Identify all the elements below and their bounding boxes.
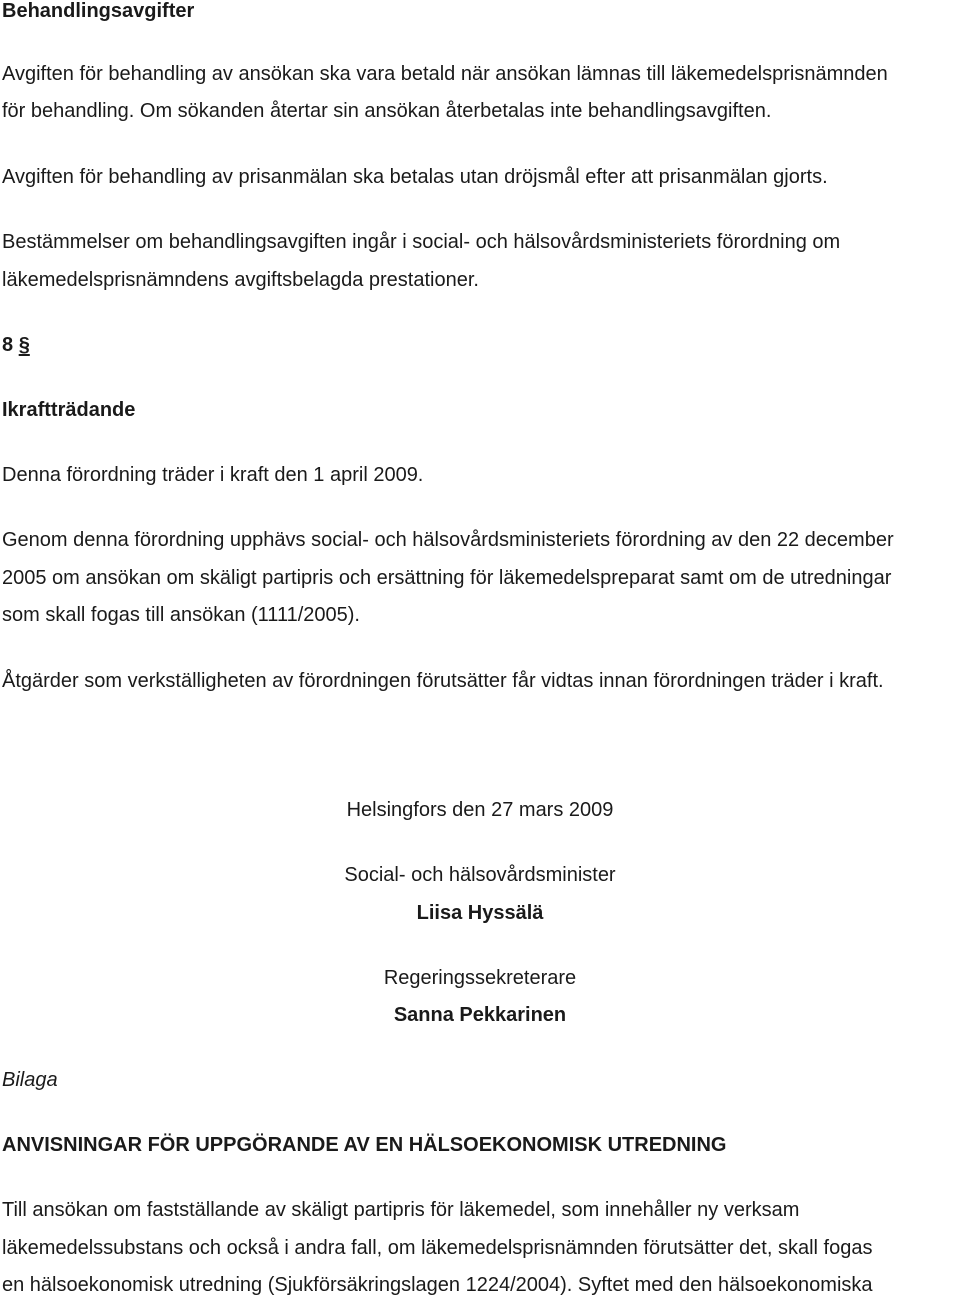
fees-paragraph-1-line-2: för behandling. Om sökanden återtar sin ansökan återbetalas inte behandlingsavgiften. <box>2 100 772 122</box>
appendix-paragraph-line-2: läkemedelssubstans och också i andra fall, om läkemedelsprisnämnden förutsätter det, skall fogas <box>2 1237 873 1259</box>
fees-paragraph-3-line-2: läkemedelsprisnämndens avgiftsbelagda prestationer. <box>2 269 479 291</box>
entry-paragraph-2-line-3: som skall fogas till ansökan (1111/2005). <box>2 604 360 626</box>
section-number: 8 <box>2 334 14 356</box>
section-sign: § <box>18 334 30 356</box>
minister-name: Liisa Hyssälä <box>416 902 544 924</box>
fees-paragraph-3-line-1: Bestämmelser om behandlingsavgiften ingår i social- och hälsovårdsministeriets förordning om <box>2 231 841 253</box>
signature-place-date: Helsingfors den 27 mars 2009 <box>346 799 614 821</box>
appendix-heading: ANVISNINGAR FÖR UPPGÖRANDE AV EN HÄLSOEKONOMISK UTREDNING <box>2 1134 727 1156</box>
appendix-label: Bilaga <box>2 1069 58 1091</box>
fees-paragraph-1-line-1: Avgiften för behandling av ansökan ska vara betald när ansökan lämnas till läkemedelsprisnämnden <box>2 63 888 85</box>
heading-fees: Behandlingsavgifter <box>2 0 195 22</box>
appendix-paragraph-line-1: Till ansökan om fastställande av skäligt partipris för läkemedel, som innehåller ny verksam <box>2 1199 800 1221</box>
entry-paragraph-1: Denna förordning träder i kraft den 1 april 2009. <box>2 464 424 486</box>
secretary-title: Regeringssekreterare <box>383 967 577 989</box>
fees-paragraph-2: Avgiften för behandling av prisanmälan ska betalas utan dröjsmål efter att prisanmälan gjorts. <box>2 166 828 188</box>
entry-paragraph-2-line-2: 2005 om ansökan om skäligt partipris och ersättning för läkemedelspreparat samt om de utredningar <box>2 567 892 589</box>
entry-paragraph-2-line-1: Genom denna förordning upphävs social- och hälsovårdsministeriets förordning av den 22 december <box>2 529 894 551</box>
heading-entry-into-force: Ikraftträdande <box>2 399 136 421</box>
secretary-name: Sanna Pekkarinen <box>393 1004 567 1026</box>
entry-paragraph-3: Åtgärder som verkställigheten av förordningen förutsätter får vidtas innan förordningen träder i kraft. <box>2 670 884 692</box>
minister-title: Social- och hälsovårdsminister <box>344 864 616 886</box>
appendix-paragraph-line-3: en hälsoekonomisk utredning (Sjukförsäkringslagen 1224/2004). Syftet med den hälsoekonomiska <box>2 1274 873 1296</box>
section-heading <box>2 333 30 357</box>
